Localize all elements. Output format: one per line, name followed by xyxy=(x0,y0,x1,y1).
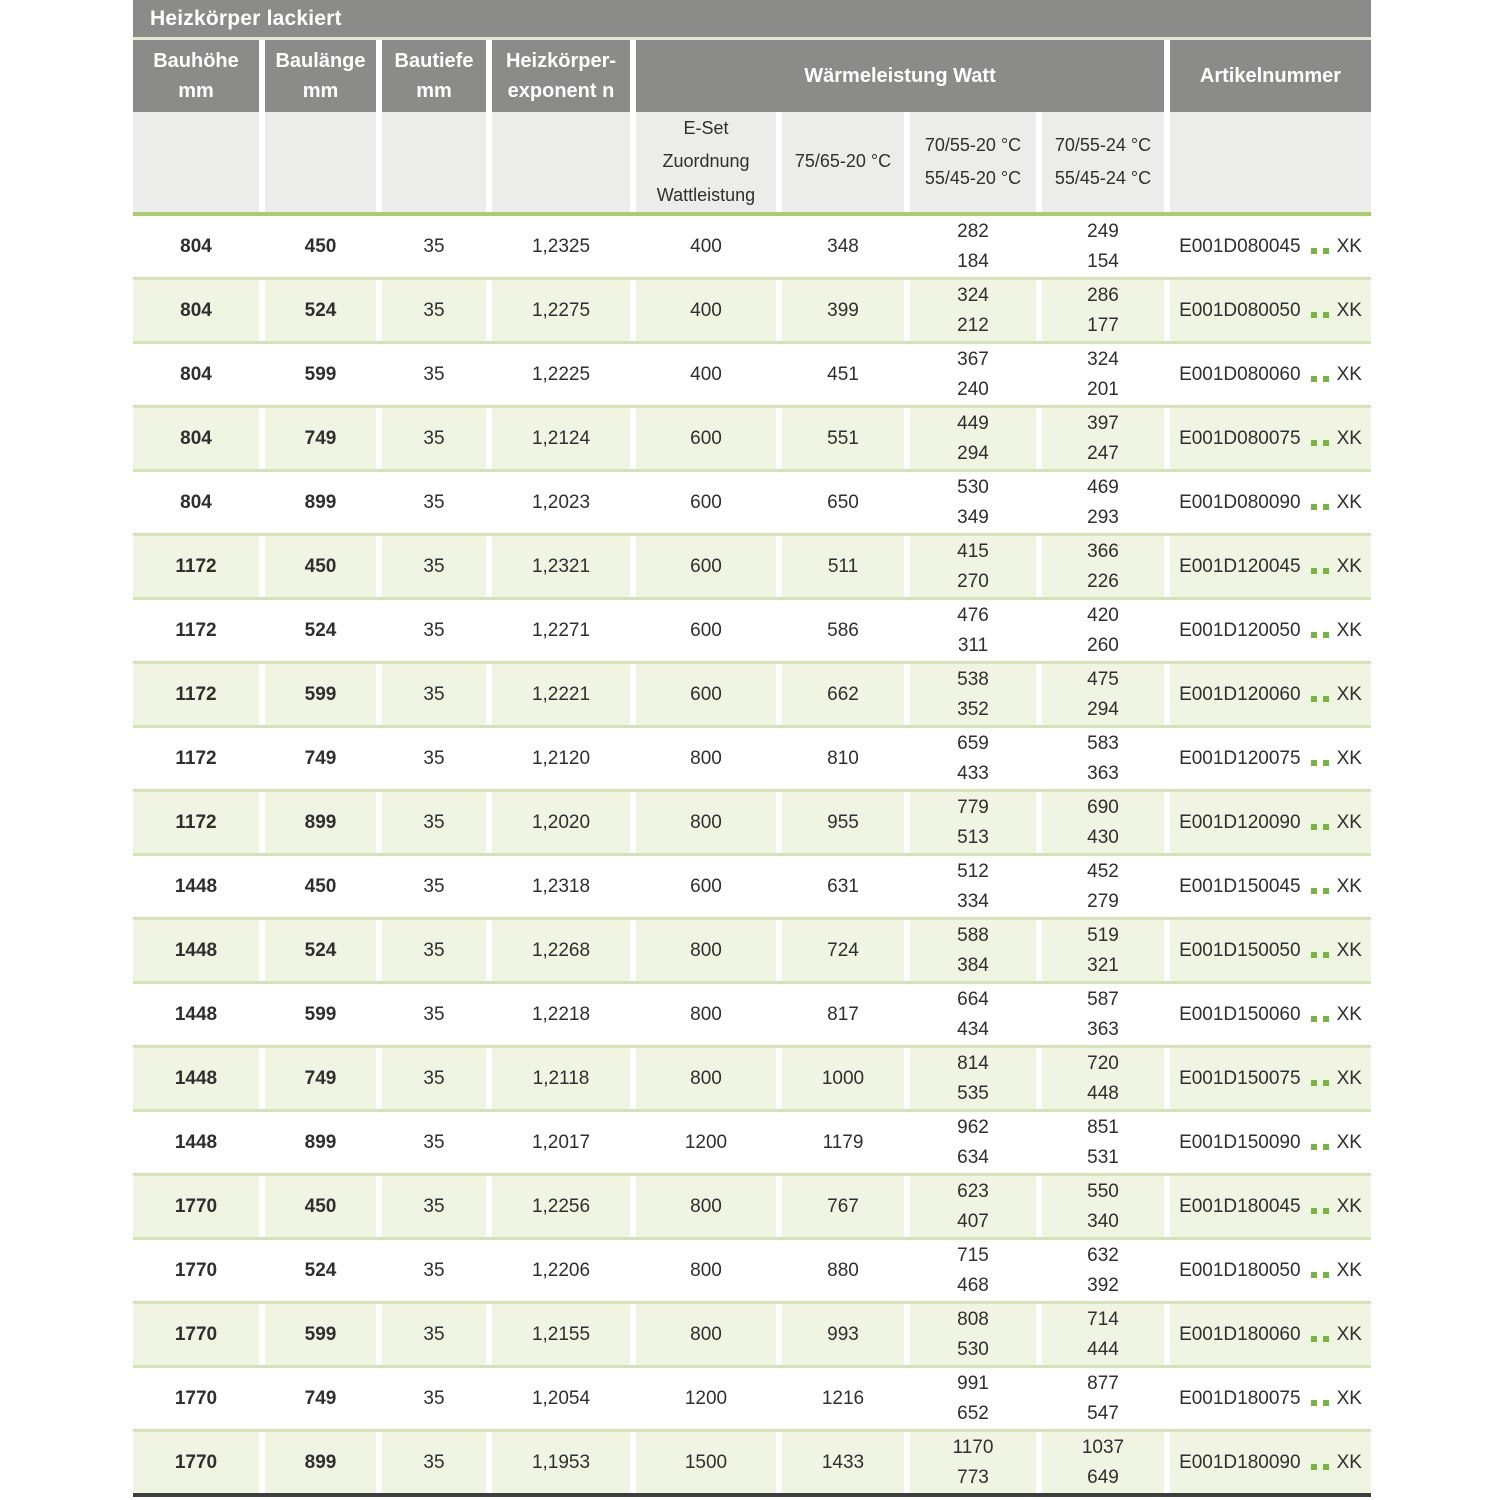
cell-baulaenge: 524 xyxy=(265,920,376,981)
cell-artikelnummer xyxy=(1170,1240,1371,1301)
artikel-suffix: XK xyxy=(1336,1387,1362,1409)
cell-artikelnummer xyxy=(1170,216,1371,277)
cell-watt-70-55-24: 877 547 xyxy=(1042,1368,1164,1429)
cell-watt-70-55-24: 690 430 xyxy=(1042,792,1164,853)
cell-watt-70-55-24: 519 321 xyxy=(1042,920,1164,981)
cell-baulaenge: 450 xyxy=(265,536,376,597)
cell-bauhoehe: 1448 xyxy=(133,856,259,917)
artikel-suffix: XK xyxy=(1336,427,1362,449)
cell-artikelnummer xyxy=(1170,664,1371,725)
cell-watt-70-55-20: 538 352 xyxy=(910,664,1036,725)
cell-bauhoehe: 1770 xyxy=(133,1240,259,1301)
artikel-code: E001D150090 xyxy=(1179,1131,1301,1153)
artikel-code: E001D180090 xyxy=(1179,1451,1301,1473)
cell-baulaenge: 599 xyxy=(265,1304,376,1365)
cell-bauhoehe: 1770 xyxy=(133,1176,259,1237)
cell-eset-watt: 600 xyxy=(636,664,776,725)
cell-watt-75-65: 586 xyxy=(782,600,904,661)
cell-eset-watt: 1500 xyxy=(636,1432,776,1493)
cell-artikelnummer xyxy=(1170,408,1371,469)
cell-watt-75-65: 880 xyxy=(782,1240,904,1301)
cell-watt-70-55-20: 1170 773 xyxy=(910,1432,1036,1493)
color-code-dots xyxy=(1311,248,1329,254)
cell-watt-70-55-20: 324 212 xyxy=(910,280,1036,341)
cell-eset-watt: 800 xyxy=(636,728,776,789)
cell-baulaenge: 899 xyxy=(265,1112,376,1173)
cell-eset-watt: 400 xyxy=(636,344,776,405)
cell-exponent: 1,2318 xyxy=(492,856,630,917)
cell-eset-watt: 600 xyxy=(636,856,776,917)
table-bottom-border xyxy=(133,1493,1371,1497)
cell-baulaenge: 749 xyxy=(265,728,376,789)
cell-eset-watt: 800 xyxy=(636,1176,776,1237)
artikel-code: E001D120045 xyxy=(1179,555,1301,577)
cell-bautiefe: 35 xyxy=(382,1304,486,1365)
artikel-code: E001D120060 xyxy=(1179,683,1301,705)
cell-bautiefe: 35 xyxy=(382,1240,486,1301)
artikel-suffix: XK xyxy=(1336,363,1362,385)
table-row xyxy=(133,984,1371,1045)
cell-eset-watt: 400 xyxy=(636,280,776,341)
artikel-code: E001D180075 xyxy=(1179,1387,1301,1409)
cell-baulaenge: 450 xyxy=(265,856,376,917)
table-row xyxy=(133,792,1371,853)
cell-artikelnummer xyxy=(1170,1112,1371,1173)
color-code-dots xyxy=(1311,632,1329,638)
cell-artikelnummer xyxy=(1170,920,1371,981)
cell-eset-watt: 600 xyxy=(636,536,776,597)
color-code-dots xyxy=(1311,1464,1329,1470)
cell-bauhoehe: 804 xyxy=(133,344,259,405)
cell-eset-watt: 1200 xyxy=(636,1112,776,1173)
artikel-code: E001D120075 xyxy=(1179,747,1301,769)
cell-watt-70-55-20: 779 513 xyxy=(910,792,1036,853)
cell-watt-75-65: 451 xyxy=(782,344,904,405)
cell-watt-70-55-24: 587 363 xyxy=(1042,984,1164,1045)
table-row xyxy=(133,472,1371,533)
cell-baulaenge: 450 xyxy=(265,1176,376,1237)
cell-baulaenge: 749 xyxy=(265,1368,376,1429)
cell-eset-watt: 800 xyxy=(636,1048,776,1109)
cell-watt-70-55-24: 720 448 xyxy=(1042,1048,1164,1109)
cell-eset-watt: 600 xyxy=(636,600,776,661)
table-row xyxy=(133,216,1371,277)
color-code-dots xyxy=(1311,376,1329,382)
cell-bauhoehe: 1448 xyxy=(133,984,259,1045)
cell-baulaenge: 524 xyxy=(265,600,376,661)
artikel-code: E001D150060 xyxy=(1179,1003,1301,1025)
cell-exponent: 1,2225 xyxy=(492,344,630,405)
cell-artikelnummer xyxy=(1170,856,1371,917)
cell-artikelnummer xyxy=(1170,536,1371,597)
cell-bautiefe: 35 xyxy=(382,664,486,725)
product-table xyxy=(133,0,1371,1497)
artikel-suffix: XK xyxy=(1336,1003,1362,1025)
cell-watt-75-65: 810 xyxy=(782,728,904,789)
table-row xyxy=(133,1368,1371,1429)
cell-exponent: 1,2275 xyxy=(492,280,630,341)
color-code-dots xyxy=(1311,568,1329,574)
cell-watt-70-55-24: 452 279 xyxy=(1042,856,1164,917)
cell-bautiefe: 35 xyxy=(382,216,486,277)
header-waermeleistung-group: Wärmeleistung Watt xyxy=(636,40,1164,112)
cell-watt-70-55-24: 550 340 xyxy=(1042,1176,1164,1237)
table-row xyxy=(133,344,1371,405)
artikel-suffix: XK xyxy=(1336,1131,1362,1153)
table-row xyxy=(133,1048,1371,1109)
subheader-empty-baulaenge xyxy=(265,112,376,212)
cell-bautiefe: 35 xyxy=(382,920,486,981)
cell-exponent: 1,2017 xyxy=(492,1112,630,1173)
table-row xyxy=(133,280,1371,341)
color-code-dots xyxy=(1311,1336,1329,1342)
cell-exponent: 1,2118 xyxy=(492,1048,630,1109)
cell-bautiefe: 35 xyxy=(382,1368,486,1429)
artikel-suffix: XK xyxy=(1336,235,1362,257)
table-row xyxy=(133,856,1371,917)
artikel-code: E001D150045 xyxy=(1179,875,1301,897)
cell-exponent: 1,2206 xyxy=(492,1240,630,1301)
cell-artikelnummer xyxy=(1170,1176,1371,1237)
cell-artikelnummer xyxy=(1170,600,1371,661)
color-code-dots xyxy=(1311,440,1329,446)
cell-watt-75-65: 1433 xyxy=(782,1432,904,1493)
cell-bautiefe: 35 xyxy=(382,1176,486,1237)
cell-artikelnummer xyxy=(1170,344,1371,405)
cell-watt-70-55-24: 583 363 xyxy=(1042,728,1164,789)
subheader-empty-bauhoehe xyxy=(133,112,259,212)
cell-exponent: 1,2155 xyxy=(492,1304,630,1365)
cell-baulaenge: 749 xyxy=(265,1048,376,1109)
artikel-code: E001D180060 xyxy=(1179,1323,1301,1345)
cell-bautiefe: 35 xyxy=(382,408,486,469)
cell-watt-70-55-20: 962 634 xyxy=(910,1112,1036,1173)
cell-baulaenge: 524 xyxy=(265,1240,376,1301)
cell-watt-70-55-20: 808 530 xyxy=(910,1304,1036,1365)
cell-exponent: 1,2054 xyxy=(492,1368,630,1429)
color-code-dots xyxy=(1311,1208,1329,1214)
cell-baulaenge: 899 xyxy=(265,792,376,853)
cell-bautiefe: 35 xyxy=(382,280,486,341)
cell-watt-70-55-20: 814 535 xyxy=(910,1048,1036,1109)
cell-watt-70-55-20: 512 334 xyxy=(910,856,1036,917)
table-body xyxy=(133,216,1371,1493)
cell-exponent: 1,2020 xyxy=(492,792,630,853)
cell-exponent: 1,2321 xyxy=(492,536,630,597)
cell-watt-75-65: 1216 xyxy=(782,1368,904,1429)
cell-exponent: 1,2256 xyxy=(492,1176,630,1237)
header-bautiefe: Bautiefe mm xyxy=(382,40,486,112)
table-header xyxy=(133,40,1371,212)
cell-watt-70-55-20: 664 434 xyxy=(910,984,1036,1045)
cell-bautiefe: 35 xyxy=(382,984,486,1045)
cell-baulaenge: 524 xyxy=(265,280,376,341)
cell-bauhoehe: 1172 xyxy=(133,792,259,853)
cell-watt-70-55-20: 588 384 xyxy=(910,920,1036,981)
color-code-dots xyxy=(1311,1080,1329,1086)
cell-bauhoehe: 1448 xyxy=(133,1048,259,1109)
cell-baulaenge: 599 xyxy=(265,664,376,725)
cell-watt-70-55-24: 286 177 xyxy=(1042,280,1164,341)
color-code-dots xyxy=(1311,696,1329,702)
cell-watt-75-65: 817 xyxy=(782,984,904,1045)
cell-watt-70-55-24: 420 260 xyxy=(1042,600,1164,661)
table-row xyxy=(133,536,1371,597)
cell-bautiefe: 35 xyxy=(382,792,486,853)
cell-eset-watt: 800 xyxy=(636,1304,776,1365)
cell-exponent: 1,2120 xyxy=(492,728,630,789)
artikel-suffix: XK xyxy=(1336,939,1362,961)
color-code-dots xyxy=(1311,824,1329,830)
cell-baulaenge: 599 xyxy=(265,344,376,405)
cell-watt-75-65: 662 xyxy=(782,664,904,725)
artikel-suffix: XK xyxy=(1336,1323,1362,1345)
artikel-code: E001D180045 xyxy=(1179,1195,1301,1217)
artikel-code: E001D120050 xyxy=(1179,619,1301,641)
cell-baulaenge: 450 xyxy=(265,216,376,277)
artikel-code: E001D080045 xyxy=(1179,235,1301,257)
cell-artikelnummer xyxy=(1170,984,1371,1045)
cell-watt-75-65: 631 xyxy=(782,856,904,917)
artikel-code: E001D180050 xyxy=(1179,1259,1301,1281)
cell-watt-75-65: 767 xyxy=(782,1176,904,1237)
cell-baulaenge: 899 xyxy=(265,472,376,533)
cell-bauhoehe: 1448 xyxy=(133,920,259,981)
cell-watt-75-65: 399 xyxy=(782,280,904,341)
header-exponent: Heizkörper- exponent n xyxy=(492,40,630,112)
color-code-dots xyxy=(1311,1144,1329,1150)
cell-bauhoehe: 1448 xyxy=(133,1112,259,1173)
cell-eset-watt: 800 xyxy=(636,792,776,853)
cell-exponent: 1,2023 xyxy=(492,472,630,533)
artikel-suffix: XK xyxy=(1336,875,1362,897)
cell-watt-70-55-24: 475 294 xyxy=(1042,664,1164,725)
artikel-suffix: XK xyxy=(1336,811,1362,833)
cell-bautiefe: 35 xyxy=(382,472,486,533)
color-code-dots xyxy=(1311,1400,1329,1406)
cell-artikelnummer xyxy=(1170,1432,1371,1493)
cell-eset-watt: 800 xyxy=(636,1240,776,1301)
artikel-code: E001D080060 xyxy=(1179,363,1301,385)
artikel-code: E001D150075 xyxy=(1179,1067,1301,1089)
color-code-dots xyxy=(1311,1272,1329,1278)
cell-eset-watt: 800 xyxy=(636,984,776,1045)
cell-baulaenge: 599 xyxy=(265,984,376,1045)
color-code-dots xyxy=(1311,1016,1329,1022)
cell-watt-70-55-24: 249 154 xyxy=(1042,216,1164,277)
cell-bauhoehe: 1172 xyxy=(133,664,259,725)
cell-watt-75-65: 348 xyxy=(782,216,904,277)
color-code-dots xyxy=(1311,504,1329,510)
cell-bautiefe: 35 xyxy=(382,856,486,917)
cell-artikelnummer xyxy=(1170,792,1371,853)
cell-bauhoehe: 804 xyxy=(133,408,259,469)
artikel-code: E001D120090 xyxy=(1179,811,1301,833)
cell-watt-70-55-20: 715 468 xyxy=(910,1240,1036,1301)
table-row xyxy=(133,728,1371,789)
cell-watt-70-55-20: 449 294 xyxy=(910,408,1036,469)
subheader-eset: E-Set Zuordnung Wattleistung xyxy=(636,112,776,212)
cell-bauhoehe: 1172 xyxy=(133,536,259,597)
subheader-empty-artikel xyxy=(1170,112,1371,212)
artikel-suffix: XK xyxy=(1336,1451,1362,1473)
subheader-empty-exponent xyxy=(492,112,630,212)
cell-eset-watt: 600 xyxy=(636,408,776,469)
subheader-70-55-20: 70/55-20 °C 55/45-20 °C xyxy=(910,112,1036,212)
cell-bautiefe: 35 xyxy=(382,344,486,405)
table-title-bar xyxy=(133,0,1371,40)
artikel-suffix: XK xyxy=(1336,619,1362,641)
header-bauhoehe: Bauhöhe mm xyxy=(133,40,259,112)
cell-artikelnummer xyxy=(1170,1368,1371,1429)
cell-eset-watt: 800 xyxy=(636,920,776,981)
cell-eset-watt: 400 xyxy=(636,216,776,277)
table-row xyxy=(133,1304,1371,1365)
cell-watt-70-55-20: 991 652 xyxy=(910,1368,1036,1429)
artikel-code: E001D080075 xyxy=(1179,427,1301,449)
cell-watt-75-65: 993 xyxy=(782,1304,904,1365)
cell-exponent: 1,2268 xyxy=(492,920,630,981)
cell-artikelnummer xyxy=(1170,728,1371,789)
table-row xyxy=(133,1240,1371,1301)
table-row xyxy=(133,664,1371,725)
cell-baulaenge: 899 xyxy=(265,1432,376,1493)
subheader-70-55-24: 70/55-24 °C 55/45-24 °C xyxy=(1042,112,1164,212)
cell-exponent: 1,2325 xyxy=(492,216,630,277)
cell-bauhoehe: 1172 xyxy=(133,600,259,661)
cell-watt-70-55-20: 367 240 xyxy=(910,344,1036,405)
cell-bautiefe: 35 xyxy=(382,1432,486,1493)
header-artikelnummer: Artikelnummer xyxy=(1170,40,1371,112)
artikel-suffix: XK xyxy=(1336,747,1362,769)
cell-bauhoehe: 1770 xyxy=(133,1368,259,1429)
cell-bauhoehe: 1770 xyxy=(133,1304,259,1365)
subheader-empty-bautiefe xyxy=(382,112,486,212)
cell-watt-70-55-24: 1037 649 xyxy=(1042,1432,1164,1493)
cell-exponent: 1,2271 xyxy=(492,600,630,661)
artikel-suffix: XK xyxy=(1336,299,1362,321)
cell-watt-70-55-24: 469 293 xyxy=(1042,472,1164,533)
cell-bauhoehe: 804 xyxy=(133,472,259,533)
table-row xyxy=(133,1176,1371,1237)
cell-eset-watt: 600 xyxy=(636,472,776,533)
cell-watt-75-65: 650 xyxy=(782,472,904,533)
color-code-dots xyxy=(1311,312,1329,318)
cell-bautiefe: 35 xyxy=(382,728,486,789)
artikel-suffix: XK xyxy=(1336,683,1362,705)
cell-watt-75-65: 511 xyxy=(782,536,904,597)
cell-watt-75-65: 1179 xyxy=(782,1112,904,1173)
cell-bauhoehe: 1770 xyxy=(133,1432,259,1493)
artikel-code: E001D150050 xyxy=(1179,939,1301,961)
cell-bauhoehe: 804 xyxy=(133,280,259,341)
artikel-suffix: XK xyxy=(1336,1259,1362,1281)
artikel-suffix: XK xyxy=(1336,491,1362,513)
cell-baulaenge: 749 xyxy=(265,408,376,469)
table-row xyxy=(133,600,1371,661)
cell-watt-70-55-24: 632 392 xyxy=(1042,1240,1164,1301)
cell-bautiefe: 35 xyxy=(382,1112,486,1173)
cell-watt-70-55-20: 530 349 xyxy=(910,472,1036,533)
artikel-suffix: XK xyxy=(1336,555,1362,577)
cell-exponent: 1,1953 xyxy=(492,1432,630,1493)
artikel-code: E001D080090 xyxy=(1179,491,1301,513)
cell-artikelnummer xyxy=(1170,1048,1371,1109)
cell-exponent: 1,2221 xyxy=(492,664,630,725)
cell-watt-70-55-20: 282 184 xyxy=(910,216,1036,277)
cell-bauhoehe: 1172 xyxy=(133,728,259,789)
cell-artikelnummer xyxy=(1170,1304,1371,1365)
table-row xyxy=(133,920,1371,981)
table-title: Heizkörper lackiert xyxy=(150,6,342,30)
cell-artikelnummer xyxy=(1170,280,1371,341)
cell-artikelnummer xyxy=(1170,472,1371,533)
cell-bautiefe: 35 xyxy=(382,536,486,597)
cell-watt-75-65: 551 xyxy=(782,408,904,469)
artikel-suffix: XK xyxy=(1336,1195,1362,1217)
header-baulaenge: Baulänge mm xyxy=(265,40,376,112)
cell-watt-75-65: 955 xyxy=(782,792,904,853)
table-row xyxy=(133,408,1371,469)
cell-bautiefe: 35 xyxy=(382,1048,486,1109)
cell-bauhoehe: 804 xyxy=(133,216,259,277)
table-row xyxy=(133,1432,1371,1493)
cell-watt-75-65: 724 xyxy=(782,920,904,981)
cell-eset-watt: 1200 xyxy=(636,1368,776,1429)
cell-exponent: 1,2218 xyxy=(492,984,630,1045)
cell-watt-70-55-24: 851 531 xyxy=(1042,1112,1164,1173)
color-code-dots xyxy=(1311,952,1329,958)
cell-watt-70-55-24: 397 247 xyxy=(1042,408,1164,469)
cell-watt-70-55-24: 324 201 xyxy=(1042,344,1164,405)
subheader-75-65: 75/65-20 °C xyxy=(782,112,904,212)
color-code-dots xyxy=(1311,888,1329,894)
cell-watt-70-55-24: 366 226 xyxy=(1042,536,1164,597)
artikel-suffix: XK xyxy=(1336,1067,1362,1089)
table-row xyxy=(133,1112,1371,1173)
artikel-code: E001D080050 xyxy=(1179,299,1301,321)
color-code-dots xyxy=(1311,760,1329,766)
cell-watt-70-55-20: 415 270 xyxy=(910,536,1036,597)
cell-watt-70-55-20: 623 407 xyxy=(910,1176,1036,1237)
cell-watt-70-55-20: 659 433 xyxy=(910,728,1036,789)
cell-watt-70-55-24: 714 444 xyxy=(1042,1304,1164,1365)
cell-watt-70-55-20: 476 311 xyxy=(910,600,1036,661)
cell-bautiefe: 35 xyxy=(382,600,486,661)
cell-exponent: 1,2124 xyxy=(492,408,630,469)
cell-watt-75-65: 1000 xyxy=(782,1048,904,1109)
